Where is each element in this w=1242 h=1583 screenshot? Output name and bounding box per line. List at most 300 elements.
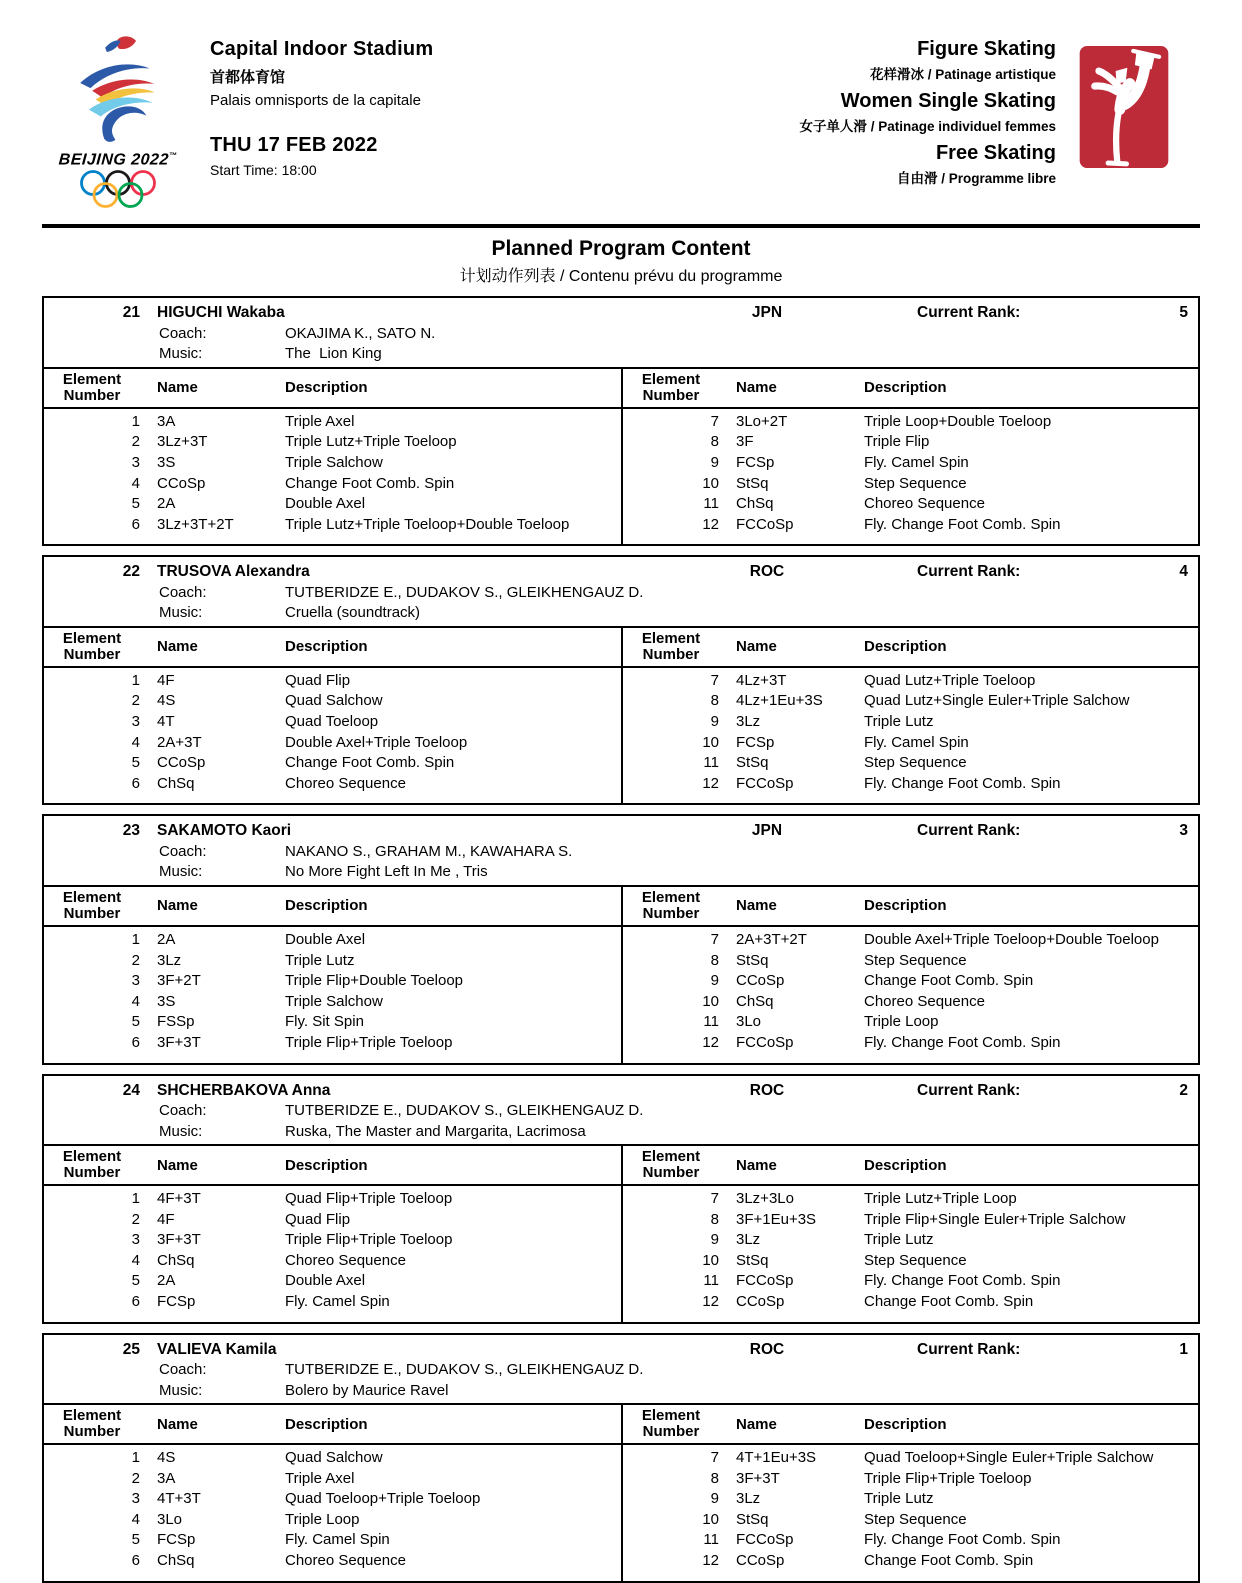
spacer <box>140 1210 157 1231</box>
element-row <box>44 712 621 733</box>
element-description: Double Axel+Triple Toeloop <box>285 733 468 751</box>
element-name: 3Lz <box>157 951 182 969</box>
page-subtitle: 计划动作列表 / Contenu prévu du programme <box>459 268 783 286</box>
element-description: Step Sequence <box>864 951 967 969</box>
element-row <box>623 691 1198 712</box>
start-number: 21 <box>122 304 140 322</box>
element-name: StSq <box>736 951 769 969</box>
spacer <box>719 1251 736 1272</box>
element-row <box>44 1448 621 1469</box>
skater-block <box>42 296 1200 546</box>
spacer <box>719 1033 736 1054</box>
music-row <box>44 344 1198 365</box>
spacer <box>140 774 157 795</box>
beijing-2022-emblem-icon <box>66 34 170 144</box>
element-name: 3A <box>157 1469 176 1487</box>
elements-table <box>44 626 1198 804</box>
header-divider <box>42 224 1200 228</box>
element-name: 3Lz+3Lo <box>736 1190 794 1208</box>
element-description: Fly. Change Foot Comb. Spin <box>864 1033 1061 1051</box>
spacer <box>140 691 157 712</box>
venue-name-fr: Palais omnisports de la capitale <box>210 92 421 109</box>
element-name: 4S <box>157 692 176 710</box>
column-header-name: Name <box>736 1415 777 1433</box>
music-value: The Lion King <box>285 345 382 363</box>
spacer <box>719 1012 736 1033</box>
elements-table <box>44 1403 1198 1581</box>
element-description: Triple Lutz <box>864 713 934 731</box>
element-description: Fly. Camel Spin <box>864 454 969 472</box>
element-description: Quad Salchow <box>285 692 383 710</box>
element-row <box>623 1510 1198 1531</box>
element-name: 3Lz+3T+2T <box>157 515 234 533</box>
session-datetime <box>210 134 799 178</box>
element-name: 2A+3T <box>157 733 202 751</box>
column-header-description: Description <box>285 1156 368 1174</box>
spacer <box>140 951 157 972</box>
table-header <box>44 1405 621 1445</box>
element-number: 8 <box>710 1210 719 1228</box>
music-label: Music: <box>159 345 203 363</box>
element-row <box>44 1489 621 1510</box>
element-row <box>44 1210 621 1231</box>
spacer <box>140 494 157 515</box>
column-header-description: Description <box>285 897 368 915</box>
element-row <box>44 992 621 1013</box>
spacer <box>719 691 736 712</box>
element-name: 3S <box>157 992 176 1010</box>
column-header-element-number: Element Number <box>62 629 122 663</box>
column-header-element-number: Element Number <box>62 1407 122 1441</box>
coach-label: Coach: <box>159 1102 207 1120</box>
spacer <box>719 1210 736 1231</box>
element-number: 6 <box>131 774 140 792</box>
column-header-description: Description <box>285 1415 368 1433</box>
element-description: Change Foot Comb. Spin <box>864 972 1034 990</box>
element-description: Fly. Change Foot Comb. Spin <box>864 774 1061 792</box>
elements-table-right <box>621 1146 1198 1322</box>
coach-label: Coach: <box>159 1361 207 1379</box>
skater-info <box>44 1076 1198 1145</box>
current-rank-label: Current Rank: <box>917 822 1021 840</box>
element-row <box>623 494 1198 515</box>
element-row <box>623 1551 1198 1572</box>
element-number: 1 <box>131 930 140 948</box>
element-row <box>44 733 621 754</box>
spacer <box>140 1551 157 1572</box>
element-number: 3 <box>131 1231 140 1249</box>
table-header <box>44 1146 621 1186</box>
element-number: 9 <box>710 972 719 990</box>
element-number: 8 <box>710 951 719 969</box>
element-row <box>623 515 1198 536</box>
skater-info-row <box>44 562 1198 583</box>
element-number: 6 <box>131 1292 140 1310</box>
element-number: 5 <box>131 1013 140 1031</box>
coach-label: Coach: <box>159 842 207 860</box>
element-row <box>623 453 1198 474</box>
element-description: Quad Toeloop <box>285 713 379 731</box>
nation-code: ROC <box>749 1081 785 1099</box>
element-name: CCoSp <box>157 474 206 492</box>
spacer <box>719 774 736 795</box>
spacer <box>719 671 736 692</box>
spacer <box>140 992 157 1013</box>
column-header-description: Description <box>864 379 947 397</box>
spacer <box>140 1251 157 1272</box>
element-name: FCCoSp <box>736 515 794 533</box>
element-row <box>623 1469 1198 1490</box>
element-rows <box>623 409 1198 545</box>
element-description: Triple Flip+Triple Toeloop <box>285 1033 453 1051</box>
element-row <box>623 712 1198 733</box>
title-block <box>42 237 1200 286</box>
element-description: Change Foot Comb. Spin <box>864 1552 1034 1570</box>
element-row <box>623 474 1198 495</box>
element-description: Choreo Sequence <box>285 774 406 792</box>
spacer <box>140 671 157 692</box>
element-number: 7 <box>710 1449 719 1467</box>
column-header-name: Name <box>157 1156 198 1174</box>
element-number: 11 <box>703 1272 719 1290</box>
element-number: 8 <box>710 433 719 451</box>
element-number: 4 <box>131 1251 140 1269</box>
current-rank-value: 5 <box>1179 304 1188 322</box>
element-row <box>623 412 1198 433</box>
coach-value: TUTBERIDZE E., DUDAKOV S., GLEIKHENGAUZ D. <box>285 583 644 601</box>
spacer <box>140 1033 157 1054</box>
element-number: 2 <box>131 433 140 451</box>
element-name: FCSp <box>736 454 775 472</box>
element-row <box>44 494 621 515</box>
element-description: Double Axel <box>285 495 366 513</box>
column-header-element-number: Element Number <box>641 629 701 663</box>
element-row <box>44 1551 621 1572</box>
spacer <box>719 712 736 733</box>
skater-name: SHCHERBAKOVA Anna <box>157 1081 331 1099</box>
element-name: 4T+1Eu+3S <box>736 1449 817 1467</box>
figure-skating-pictogram <box>1078 34 1170 185</box>
skater-info-row <box>44 821 1198 842</box>
element-row <box>623 432 1198 453</box>
spacer <box>140 1012 157 1033</box>
element-row <box>44 1230 621 1251</box>
spacer <box>719 474 736 495</box>
element-row <box>623 1271 1198 1292</box>
element-description: Triple Lutz <box>864 1231 934 1249</box>
element-description: Triple Salchow <box>285 454 383 472</box>
element-rows <box>623 927 1198 1063</box>
coach-value: TUTBERIDZE E., DUDAKOV S., GLEIKHENGAUZ D. <box>285 1102 644 1120</box>
coach-label: Coach: <box>159 583 207 601</box>
spacer <box>140 474 157 495</box>
element-number: 12 <box>702 1292 719 1310</box>
spacer <box>140 1448 157 1469</box>
element-name: 3A <box>157 412 176 430</box>
spacer <box>719 1271 736 1292</box>
element-number: 7 <box>710 930 719 948</box>
element-number: 1 <box>131 1190 140 1208</box>
spacer <box>719 1230 736 1251</box>
column-header-name: Name <box>157 1415 198 1433</box>
column-header-element-number: Element Number <box>641 370 701 404</box>
element-rows <box>44 1186 621 1322</box>
element-description: Fly. Change Foot Comb. Spin <box>864 515 1061 533</box>
element-description: Triple Flip+Triple Toeloop <box>285 1231 453 1249</box>
element-name: FCSp <box>157 1292 196 1310</box>
element-name: FCCoSp <box>736 774 794 792</box>
column-header-element-number: Element Number <box>641 1148 701 1182</box>
element-row <box>623 1448 1198 1469</box>
column-header-name: Name <box>736 1156 777 1174</box>
element-row <box>44 1510 621 1531</box>
element-description: Change Foot Comb. Spin <box>864 1292 1034 1310</box>
element-description: Quad Flip+Triple Toeloop <box>285 1190 453 1208</box>
skater-info-row <box>44 303 1198 324</box>
spacer <box>140 753 157 774</box>
element-name: CCoSp <box>736 972 785 990</box>
element-rows <box>44 1445 621 1581</box>
element-number: 11 <box>703 495 719 513</box>
element-name: ChSq <box>736 992 774 1010</box>
coach-row <box>44 1101 1198 1122</box>
element-description: Triple Flip+Double Toeloop <box>285 972 464 990</box>
element-number: 5 <box>131 754 140 772</box>
spacer <box>140 1489 157 1510</box>
elements-table-right <box>621 1405 1198 1581</box>
skater-info <box>44 1335 1198 1404</box>
segment-subtitle: 自由滑 / Programme libre <box>896 171 1056 186</box>
music-value: Ruska, The Master and Margarita, Lacrimosa <box>285 1122 586 1140</box>
event-info <box>799 34 1056 194</box>
table-header <box>44 628 621 668</box>
element-row <box>44 1292 621 1313</box>
element-row <box>44 951 621 972</box>
coach-label: Coach: <box>159 324 207 342</box>
element-description: Double Axel <box>285 930 366 948</box>
element-row <box>44 774 621 795</box>
table-header <box>623 1146 1198 1186</box>
element-name: 4T <box>157 713 175 731</box>
element-number: 3 <box>131 1490 140 1508</box>
element-name: 4F <box>157 1210 175 1228</box>
column-header-name: Name <box>157 638 198 656</box>
coach-value: NAKANO S., GRAHAM M., KAWAHARA S. <box>285 842 573 860</box>
element-description: Step Sequence <box>864 754 967 772</box>
elements-table <box>44 367 1198 545</box>
element-number: 11 <box>703 1013 719 1031</box>
element-rows <box>44 668 621 804</box>
nation-code: JPN <box>751 304 783 322</box>
element-description: Triple Flip+Triple Toeloop <box>864 1469 1032 1487</box>
spacer <box>719 1189 736 1210</box>
element-number: 7 <box>710 671 719 689</box>
element-row <box>623 1189 1198 1210</box>
element-number: 5 <box>131 495 140 513</box>
element-description: Quad Flip <box>285 671 351 689</box>
spacer <box>719 1489 736 1510</box>
start-number: 22 <box>122 563 140 581</box>
skater-info <box>44 557 1198 626</box>
element-description: Triple Loop <box>285 1510 360 1528</box>
column-header-description: Description <box>864 638 947 656</box>
start-number: 24 <box>122 1081 140 1099</box>
coach-row <box>44 1360 1198 1381</box>
column-header-element-number: Element Number <box>62 888 122 922</box>
element-row <box>623 1230 1198 1251</box>
element-description: Quad Lutz+Single Euler+Triple Salchow <box>864 692 1130 710</box>
spacer <box>140 432 157 453</box>
table-header <box>623 369 1198 409</box>
element-description: Quad Salchow <box>285 1449 383 1467</box>
element-number: 6 <box>131 515 140 533</box>
olympic-rings-icon <box>70 169 166 211</box>
element-number: 12 <box>702 1552 719 1570</box>
element-name: 3F+3T <box>157 1033 201 1051</box>
current-rank-label: Current Rank: <box>917 1340 1021 1358</box>
coach-row <box>44 842 1198 863</box>
element-name: 3F <box>736 433 754 451</box>
element-row <box>44 691 621 712</box>
element-row <box>623 971 1198 992</box>
segment-title: Free Skating <box>935 142 1056 164</box>
element-name: 3F+3T <box>157 1231 201 1249</box>
music-row <box>44 1122 1198 1143</box>
spacer <box>140 453 157 474</box>
element-name: CCoSp <box>736 1292 785 1310</box>
element-row <box>623 1210 1198 1231</box>
element-name: 3F+1Eu+3S <box>736 1210 817 1228</box>
element-row <box>44 474 621 495</box>
element-number: 6 <box>131 1552 140 1570</box>
element-description: Triple Lutz <box>864 1490 934 1508</box>
element-name: 3F+2T <box>157 972 201 990</box>
element-description: Quad Toeloop+Single Euler+Triple Salchow <box>864 1449 1154 1467</box>
music-value: No More Fight Left In Me , Tris <box>285 863 488 881</box>
element-row <box>623 992 1198 1013</box>
nation-code: JPN <box>751 822 783 840</box>
element-row <box>44 753 621 774</box>
skater-block <box>42 814 1200 1064</box>
element-number: 9 <box>710 1490 719 1508</box>
element-row <box>44 971 621 992</box>
element-number: 4 <box>131 474 140 492</box>
element-number: 11 <box>703 1531 719 1549</box>
element-row <box>44 412 621 433</box>
element-number: 7 <box>710 1190 719 1208</box>
event-subtitle: 女子单人滑 / Patinage individuel femmes <box>799 119 1056 134</box>
element-rows <box>623 1186 1198 1322</box>
element-description: Triple Lutz+Triple Toeloop <box>285 433 457 451</box>
spacer <box>140 1230 157 1251</box>
column-header-description: Description <box>864 1156 947 1174</box>
element-number: 10 <box>702 1251 719 1269</box>
element-number: 10 <box>702 474 719 492</box>
column-header-element-number: Element Number <box>62 370 122 404</box>
element-description: Step Sequence <box>864 1251 967 1269</box>
skater-block <box>42 555 1200 805</box>
element-description: Choreo Sequence <box>285 1251 406 1269</box>
spacer <box>719 1510 736 1531</box>
element-row <box>44 671 621 692</box>
element-number: 10 <box>702 992 719 1010</box>
spacer <box>140 515 157 536</box>
column-header-element-number: Element Number <box>62 1148 122 1182</box>
element-number: 2 <box>131 1469 140 1487</box>
element-number: 9 <box>710 713 719 731</box>
coach-row <box>44 583 1198 604</box>
element-row <box>44 515 621 536</box>
element-description: Quad Lutz+Triple Toeloop <box>864 671 1036 689</box>
start-time: Start Time: 18:00 <box>210 162 317 178</box>
element-description: Fly. Sit Spin <box>285 1013 364 1031</box>
spacer <box>719 733 736 754</box>
element-description: Step Sequence <box>864 474 967 492</box>
element-number: 1 <box>131 1449 140 1467</box>
column-header-description: Description <box>864 1415 947 1433</box>
element-description: Triple Lutz+Triple Toeloop+Double Toeloop <box>285 515 570 533</box>
element-name: 3Lo+2T <box>736 412 788 430</box>
music-row <box>44 862 1198 883</box>
element-number: 9 <box>710 454 719 472</box>
element-number: 12 <box>702 515 719 533</box>
music-row <box>44 603 1198 624</box>
element-name: 3Lz <box>736 1490 761 1508</box>
spacer <box>719 453 736 474</box>
element-number: 3 <box>131 454 140 472</box>
element-description: Fly. Change Foot Comb. Spin <box>864 1272 1061 1290</box>
skater-blocks <box>42 296 1200 1582</box>
element-name: ChSq <box>157 1552 195 1570</box>
element-name: 3Lo <box>736 1013 762 1031</box>
element-description: Triple Loop <box>864 1013 939 1031</box>
element-name: ChSq <box>157 774 195 792</box>
current-rank-value: 2 <box>1179 1081 1188 1099</box>
current-rank-label: Current Rank: <box>917 563 1021 581</box>
element-name: 4T+3T <box>157 1490 201 1508</box>
element-name: StSq <box>736 474 769 492</box>
element-description: Triple Lutz <box>285 951 355 969</box>
spacer <box>719 992 736 1013</box>
element-number: 12 <box>702 1033 719 1051</box>
element-number: 10 <box>702 1510 719 1528</box>
element-name: 4S <box>157 1449 176 1467</box>
element-description: Choreo Sequence <box>864 495 985 513</box>
skater-block <box>42 1333 1200 1583</box>
element-number: 3 <box>131 972 140 990</box>
element-number: 2 <box>131 951 140 969</box>
venue-name-zh: 首都体育馆 <box>210 69 286 86</box>
skater-name: TRUSOVA Alexandra <box>157 563 310 581</box>
column-header-element-number: Element Number <box>641 1407 701 1441</box>
column-header-description: Description <box>285 638 368 656</box>
spacer <box>719 494 736 515</box>
element-description: Quad Toeloop+Triple Toeloop <box>285 1490 481 1508</box>
element-description: Fly. Camel Spin <box>285 1531 390 1549</box>
element-description: Triple Flip <box>864 433 930 451</box>
element-description: Triple Lutz+Triple Loop <box>864 1190 1017 1208</box>
element-description: Double Axel+Triple Toeloop+Double Toeloop <box>864 930 1159 948</box>
element-row <box>44 1012 621 1033</box>
element-number: 7 <box>710 412 719 430</box>
column-header-name: Name <box>736 897 777 915</box>
element-description: Quad Flip <box>285 1210 351 1228</box>
skater-info-row <box>44 1340 1198 1361</box>
beijing-2022-wordmark: BEIJING 2022™ <box>58 151 178 169</box>
start-number: 25 <box>122 1340 140 1358</box>
element-number: 8 <box>710 692 719 710</box>
element-row <box>623 1033 1198 1054</box>
